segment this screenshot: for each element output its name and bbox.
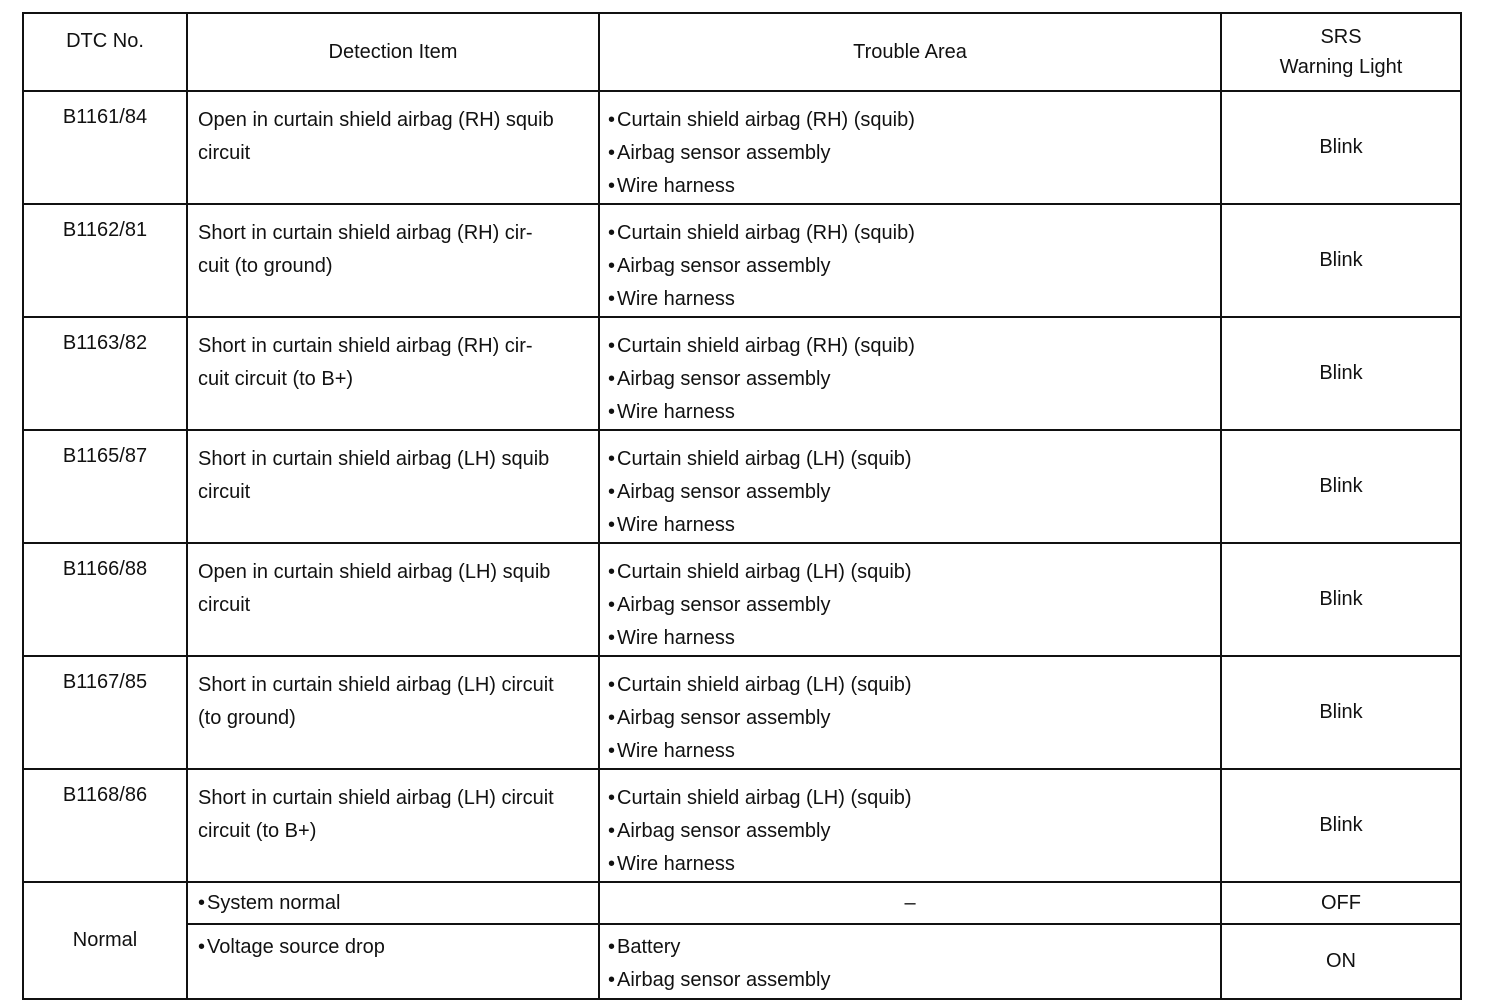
- normal-label: Normal: [23, 882, 187, 999]
- trouble-area: [599, 91, 1221, 204]
- detection-item-line: Short in curtain shield airbag (RH) cir-: [198, 222, 533, 244]
- detection-item-line: • Voltage source drop: [198, 931, 588, 964]
- srs-warning-light: Blink: [1221, 656, 1461, 769]
- detection-item-line: Short in curtain shield airbag (RH) cir-: [198, 335, 533, 357]
- dtc-code: B1161/84: [23, 91, 187, 204]
- trouble-area-item: • Airbag sensor assembly: [608, 137, 1214, 170]
- detection-item: [187, 91, 599, 204]
- detection-item: [187, 430, 599, 543]
- trouble-area-item: • Wire harness: [608, 170, 1214, 203]
- srs-warning-light: Blink: [1221, 430, 1461, 543]
- detection-item-line: circuit (to B+): [198, 820, 317, 842]
- trouble-area-item: • Wire harness: [608, 848, 1214, 881]
- srs-warning-light: Blink: [1221, 543, 1461, 656]
- detection-item-line: circuit: [198, 142, 251, 164]
- table-row-voltage-drop: [23, 924, 1461, 999]
- trouble-area-item: • Airbag sensor assembly: [608, 476, 1214, 509]
- detection-item-line: circuit: [198, 481, 251, 503]
- trouble-area-dash: –: [599, 882, 1221, 924]
- header-trouble-area: Trouble Area: [599, 13, 1221, 91]
- dtc-code: B1162/81: [23, 204, 187, 317]
- srs-warning-light: Blink: [1221, 769, 1461, 882]
- header-srs-warning-light: [1221, 13, 1461, 91]
- header-row: [23, 13, 1461, 91]
- srs-warning-light: Blink: [1221, 317, 1461, 430]
- detection-item-line: Short in curtain shield airbag (LH) squib: [198, 448, 550, 470]
- detection-item-line: (to ground): [198, 707, 296, 729]
- header-detection-item: Detection Item: [187, 13, 599, 91]
- trouble-area-item: • Curtain shield airbag (LH) (squib): [608, 782, 1214, 815]
- trouble-area-item: • Airbag sensor assembly: [608, 964, 1214, 997]
- detection-item: [187, 656, 599, 769]
- detection-item: [187, 204, 599, 317]
- trouble-area-item: • Wire harness: [608, 396, 1214, 429]
- header-dtc-no: DTC No.: [23, 13, 187, 91]
- detection-item-line: Open in curtain shield airbag (LH) squib: [198, 561, 551, 583]
- trouble-area-item: • Battery: [608, 931, 1214, 964]
- trouble-area: [599, 769, 1221, 882]
- detection-item-line: Short in curtain shield airbag (LH) circuit: [198, 674, 554, 696]
- trouble-area-item: • Wire harness: [608, 622, 1214, 655]
- trouble-area: [599, 924, 1221, 999]
- table-row: [23, 91, 1461, 204]
- trouble-area-item: • Curtain shield airbag (RH) (squib): [608, 104, 1214, 137]
- trouble-area-item: • Curtain shield airbag (LH) (squib): [608, 669, 1214, 702]
- srs-warning-light: OFF: [1221, 882, 1461, 924]
- dtc-code: B1163/82: [23, 317, 187, 430]
- detection-item: [187, 769, 599, 882]
- table-row-system-normal: [23, 882, 1461, 924]
- trouble-area: [599, 204, 1221, 317]
- detection-item-line: circuit: [198, 594, 251, 616]
- trouble-area-item: • Airbag sensor assembly: [608, 815, 1214, 848]
- trouble-area-item: • Wire harness: [608, 283, 1214, 316]
- srs-warning-light: ON: [1221, 924, 1461, 999]
- table-row: [23, 430, 1461, 543]
- detection-item-line: Short in curtain shield airbag (LH) circuit: [198, 787, 554, 809]
- trouble-area-item: • Wire harness: [608, 509, 1214, 542]
- detection-item-line: Open in curtain shield airbag (RH) squib: [198, 109, 554, 131]
- dtc-code: B1168/86: [23, 769, 187, 882]
- trouble-area-item: • Wire harness: [608, 735, 1214, 768]
- dtc-code: B1167/85: [23, 656, 187, 769]
- table-row: [23, 204, 1461, 317]
- detection-item: [187, 543, 599, 656]
- table-row: [23, 769, 1461, 882]
- trouble-area-item: • Airbag sensor assembly: [608, 250, 1214, 283]
- trouble-area-item: • Airbag sensor assembly: [608, 589, 1214, 622]
- trouble-area-item: • Curtain shield airbag (LH) (squib): [608, 556, 1214, 589]
- table-row: [23, 656, 1461, 769]
- detection-item-line: • System normal: [198, 888, 588, 918]
- srs-warning-light: Blink: [1221, 204, 1461, 317]
- trouble-area: [599, 317, 1221, 430]
- header-srs-line1: SRS: [1320, 26, 1362, 48]
- trouble-area: [599, 543, 1221, 656]
- dtc-code: B1165/87: [23, 430, 187, 543]
- detection-item-line: cuit (to ground): [198, 255, 333, 277]
- trouble-area-item: • Airbag sensor assembly: [608, 363, 1214, 396]
- detection-item: [187, 317, 599, 430]
- trouble-area-item: • Curtain shield airbag (LH) (squib): [608, 443, 1214, 476]
- trouble-area: [599, 430, 1221, 543]
- srs-warning-light: Blink: [1221, 91, 1461, 204]
- trouble-area-item: • Curtain shield airbag (RH) (squib): [608, 330, 1214, 363]
- detection-item: [187, 882, 599, 924]
- trouble-area: [599, 656, 1221, 769]
- header-srs-line2: Warning Light: [1279, 56, 1403, 78]
- table-row: [23, 543, 1461, 656]
- detection-item-line: cuit circuit (to B+): [198, 368, 354, 390]
- table-row: [23, 317, 1461, 430]
- trouble-area-item: • Airbag sensor assembly: [608, 702, 1214, 735]
- trouble-area-item: • Curtain shield airbag (RH) (squib): [608, 217, 1214, 250]
- detection-item: [187, 924, 599, 999]
- dtc-code: B1166/88: [23, 543, 187, 656]
- dtc-table: [22, 12, 1462, 1000]
